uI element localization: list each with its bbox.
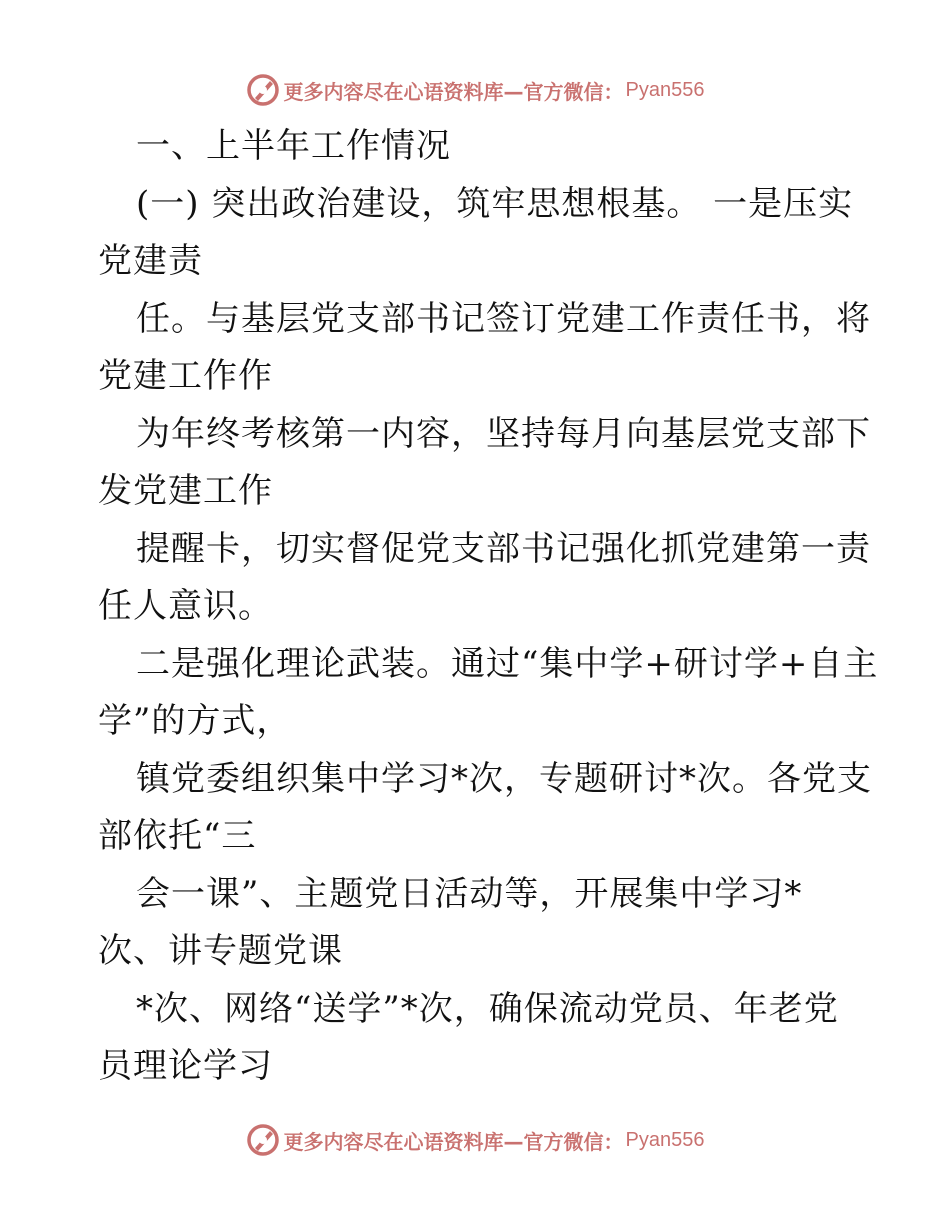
paragraph-line: 二是强化理论武装。通过“集中学+研讨学+自主 <box>136 643 879 684</box>
paragraph-line: 任。与基层党支部书记签订党建工作责任书，将 <box>136 298 871 339</box>
document-body <box>98 118 879 1096</box>
paragraph-line: (一) 突出政治建设，筑牢思想根基。 一是压实 <box>136 183 854 224</box>
watermark-text: 更多内容尽在心语资料库—官方微信： <box>283 1129 624 1154</box>
paragraph-line: 发党建工作 <box>98 471 273 511</box>
watermark-header <box>0 70 950 110</box>
watermark-account: Pyan556 <box>625 78 705 101</box>
paragraph-line: *次、网络“送学”*次，确保流动党员、年老党 <box>136 988 839 1029</box>
paragraph-line: 次、讲专题党课 <box>98 931 343 971</box>
section-heading: 一、上半年工作情况 <box>136 126 451 166</box>
watermark-text: 更多内容尽在心语资料库—官方微信： <box>283 79 624 104</box>
paragraph-line: 党建责 <box>98 241 203 281</box>
paragraph-line: 党建工作作 <box>98 356 273 396</box>
paragraph-line: 员理论学习 <box>98 1046 273 1086</box>
watermark-account: Pyan556 <box>625 1128 705 1151</box>
pen-circle-icon <box>246 73 280 107</box>
watermark-footer <box>0 1120 950 1160</box>
paragraph-line: 会一课”、主题党日活动等，开展集中学习* <box>136 873 803 914</box>
pen-circle-icon <box>246 1123 280 1157</box>
paragraph-line: 为年终考核第一内容，坚持每月向基层党支部下 <box>136 413 871 454</box>
paragraph-line: 学”的方式， <box>98 701 292 741</box>
paragraph-line: 部依托“三 <box>98 816 257 856</box>
paragraph-line: 任人意识。 <box>98 586 273 626</box>
paragraph-line: 镇党委组织集中学习*次，专题研讨*次。各党支 <box>136 758 872 799</box>
paragraph-line: 提醒卡，切实督促党支部书记强化抓党建第一责 <box>136 528 871 569</box>
